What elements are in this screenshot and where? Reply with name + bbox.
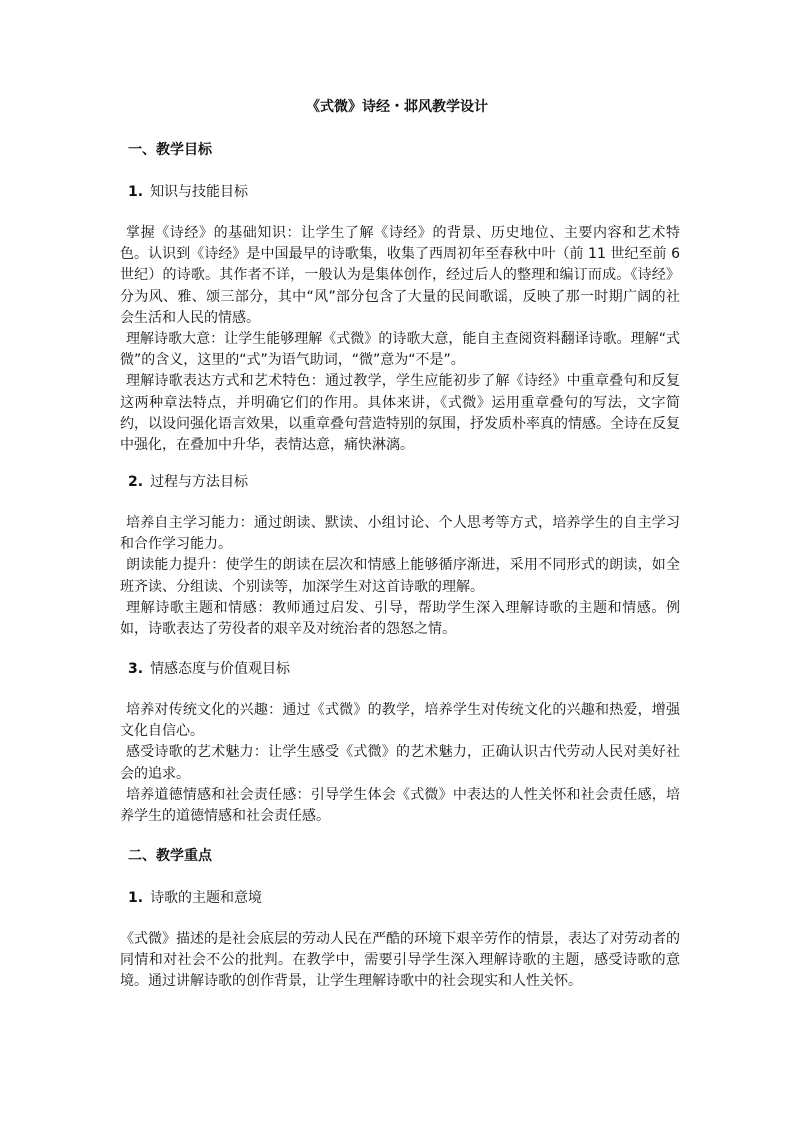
paragraph: 培养道德情感和社会责任感：引导学生体会《式微》中表达的人性关怀和社会责任感，培养学生的道德情感和社会责任感。 [120,786,680,825]
subsection-title: 情感态度与价值观目标 [150,661,291,677]
paragraph-group-values [120,700,680,827]
paragraph-group-theme [120,929,680,993]
paragraph-group-process [120,513,680,640]
paragraph: 理解诗歌大意：让学生能够理解《式微》的诗歌大意，能自主查阅资料翻译诗歌。理解“式微”的含义，这里的“式”为语气助词，“微”意为“不是”。 [120,331,680,369]
subsection-title: 知识与技能目标 [150,184,249,200]
subsection-number: 1. [128,890,144,906]
paragraph: 培养对传统文化的兴趣：通过《式微》的教学，培养学生对传统文化的兴趣和热爱，增强文化自信心。 [120,702,680,740]
subsection-heading-knowledge [128,183,248,201]
subsection-title: 过程与方法目标 [150,474,249,490]
subsection-heading-process [128,473,248,491]
subsection-heading-values [128,660,290,678]
subsection-number: 3. [128,661,144,677]
document-title: 《式微》诗经・邶风教学设计 [306,99,488,115]
paragraph: 感受诗歌的艺术魅力：让学生感受《式微》的艺术魅力，正确认识古代劳动人民对美好社会的追求。 [120,744,680,782]
section-heading-key-points: 二、教学重点 [128,848,212,864]
paragraph: 掌握《诗经》的基础知识：让学生了解《诗经》的背景、历史地位、主要内容和艺术特色。认识到《诗经》是中国最早的诗歌集，收集了西周初年至春秋中叶（前 11 世纪至前 6 世纪）的诗歌。其作者不详，一般认为是集体创作，经过后人的整理和编订而成。《诗经》分为风、雅、颂三部分，其中“风”部分包含了大量的民间歌谣，反映了那一时期广阔的社会生活和人民的情感。 [120,225,680,326]
section-heading-objectives: 一、教学目标 [128,142,212,158]
paragraph: 理解诗歌表达方式和艺术特色：通过教学，学生应能初步了解《诗经》中重章叠句和反复这两种章法特点，并明确它们的作用。具体来讲，《式微》运用重章叠句的写法，文字简约，以设问强化语言效果，以重章叠句营造特别的氛围，抒发质朴率真的情感。全诗在反复中强化，在叠加中升华，表情达意，痛快淋漓。 [120,373,680,454]
paragraph: 《式微》描述的是社会底层的劳动人民在严酷的环境下艰辛劳作的情景，表达了对劳动者的同情和对社会不公的批判。在教学中，需要引导学生深入理解诗歌的主题，感受诗歌的意境。通过讲解诗歌的创作背景，让学生理解诗歌中的社会现实和人性关怀。 [120,931,680,990]
subsection-number: 2. [128,474,144,490]
subsection-heading-theme [128,889,262,907]
paragraph-group-knowledge [120,223,680,456]
paragraph: 理解诗歌主题和情感：教师通过启发、引导，帮助学生深入理解诗歌的主题和情感。例如，诗歌表达了劳役者的艰辛及对统治者的怨怒之情。 [120,599,680,638]
subsection-number: 1. [128,184,144,200]
paragraph: 培养自主学习能力：通过朗读、默读、小组讨论、个人思考等方式，培养学生的自主学习和合作学习能力。 [120,515,680,553]
subsection-title: 诗歌的主题和意境 [150,890,263,906]
paragraph: 朗读能力提升：使学生的朗读在层次和情感上能够循序渐进，采用不同形式的朗读，如全班齐读、分组读、个别读等，加深学生对这首诗歌的理解。 [120,557,680,595]
